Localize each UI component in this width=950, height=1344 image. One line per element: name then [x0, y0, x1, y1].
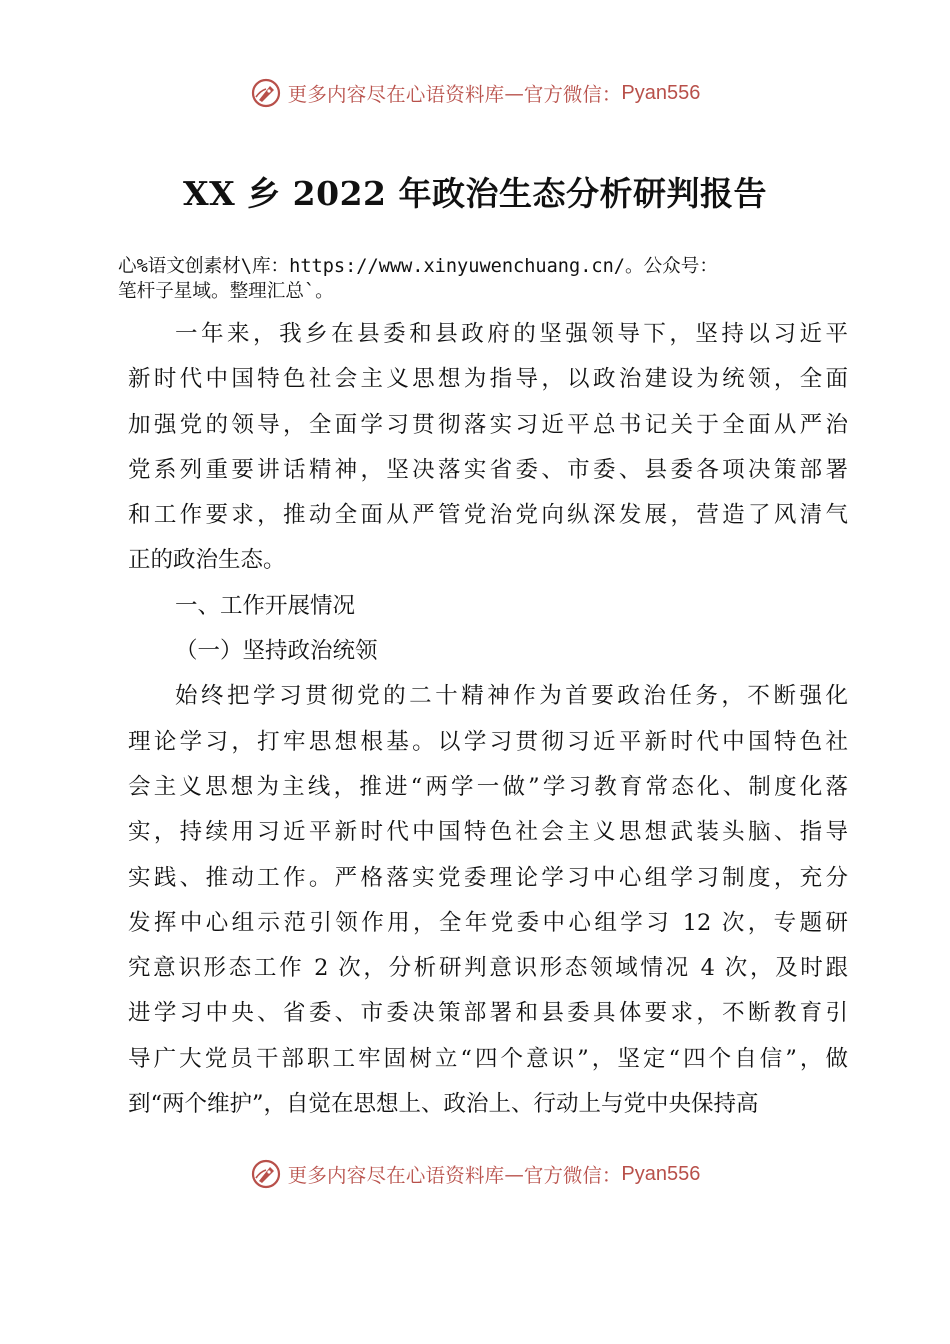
banner-separator: — — [504, 1162, 524, 1186]
text-line: 实，持续用习近平新时代中国特色社会主义思想武装头脑、指导 — [128, 819, 848, 846]
text-line: 一年来，我乡在县委和县政府的坚强领导下，坚持以习近平 — [175, 321, 848, 347]
text-line: 到“两个维护”，自觉在思想上、政治上、行动上与党中央保持高 — [128, 1091, 759, 1118]
text-line: 发挥中心组示范引领作用，全年党委中心组学习 12 次，专题研 — [128, 909, 848, 936]
text-line: 党系列重要讲话精神，坚决落实省委、市委、县委各项决策部署 — [128, 456, 848, 483]
text-line: 加强党的领导，全面学习贯彻落实习近平总书记关于全面从严治 — [128, 411, 848, 438]
banner-wechat-id: Pyan556 — [621, 1162, 701, 1185]
section-heading: 一、工作开展情况 — [175, 592, 356, 619]
text-line: 究意识形态工作 2 次，分析研判意识形态领域情况 4 次，及时跟 — [128, 955, 848, 982]
banner-separator: — — [504, 81, 524, 105]
text-line: 理论学习，打牢思想根基。以学习贯彻习近平新时代中国特色社 — [128, 728, 848, 755]
banner-text: 更多内容尽在心语资料库 — [287, 83, 505, 106]
paragraph-political-leadership — [128, 674, 848, 1127]
pen-nib-logo-icon — [250, 77, 282, 109]
text-line: 实践、推动工作。严格落实党委理论学习中心组学习制度，充分 — [128, 864, 848, 891]
source-line: 笔杆子星域。整理汇总`。 — [118, 281, 334, 302]
banner-wechat-id: Pyan556 — [621, 81, 701, 104]
text-line: 导广大党员干部职工牢固树立“四个意识”，坚定“四个自信”，做 — [128, 1045, 848, 1072]
subsection-heading: （一）坚持政治统领 — [175, 638, 378, 665]
source-line: 心%语文创素材\库：https://www.xinyuwenchuang.cn/。公众号： — [118, 256, 718, 277]
source-note — [118, 254, 858, 304]
header-banner — [0, 71, 950, 115]
document-body — [128, 312, 848, 1127]
text-line: 会主义思想为主线，推进“两学一做”学习教育常态化、制度化落 — [128, 773, 848, 800]
document-title: XX 乡 2022 年政治生态分析研判报告 — [182, 174, 768, 213]
footer-banner — [0, 1152, 950, 1196]
banner-wechat-label: 官方微信： — [523, 1164, 622, 1187]
paragraph-intro — [128, 312, 848, 584]
banner-text: 更多内容尽在心语资料库 — [287, 1164, 505, 1187]
text-line: 正的政治生态。 — [128, 547, 286, 574]
pen-nib-logo-icon — [250, 1158, 282, 1190]
text-line: 和工作要求，推动全面从严管党治党向纵深发展，营造了风清气 — [128, 502, 848, 529]
banner-wechat-label: 官方微信： — [523, 83, 622, 106]
text-line: 进学习中央、省委、市委决策部署和县委具体要求，不断教育引 — [128, 1000, 848, 1027]
text-line: 始终把学习贯彻党的二十精神作为首要政治任务，不断强化 — [175, 683, 848, 710]
text-line: 新时代中国特色社会主义思想为指导，以政治建设为统领，全面 — [128, 366, 848, 393]
